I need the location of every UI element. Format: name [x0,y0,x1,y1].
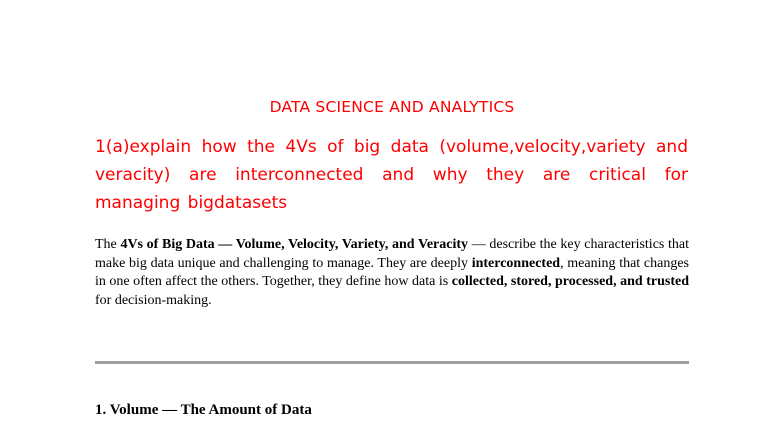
intro-paragraph [95,236,689,310]
document-title: DATA SCIENCE AND ANALYTICS [269,98,515,116]
intro-bold-4vs: 4Vs of Big Data — Volume, Velocity, Variety, and Veracity [120,237,469,252]
intro-text-1: The [95,237,121,252]
intro-bold-lifecycle: collected, stored, processed, and trusted [451,274,689,289]
intro-text-2: — describe the key characteristics that make big data unique and challenging to manage. They are deeply [95,237,690,271]
question-text: 1(a)explain how the 4Vs of big data (volume,velocity,variety and veracity) are interconnected and why they are critical for managing bigdatasets [95,137,688,213]
intro-text-3: , meaning that changes in one often affect the others. Together, they define how data is [95,255,689,289]
horizontal-rule [95,361,689,364]
cropped-text-line [150,434,630,441]
intro-bold-interconnected: interconnected [471,255,561,271]
section-heading-volume: 1. Volume — The Amount of Data [95,402,312,418]
intro-text-4: for decision-making. [95,292,212,308]
